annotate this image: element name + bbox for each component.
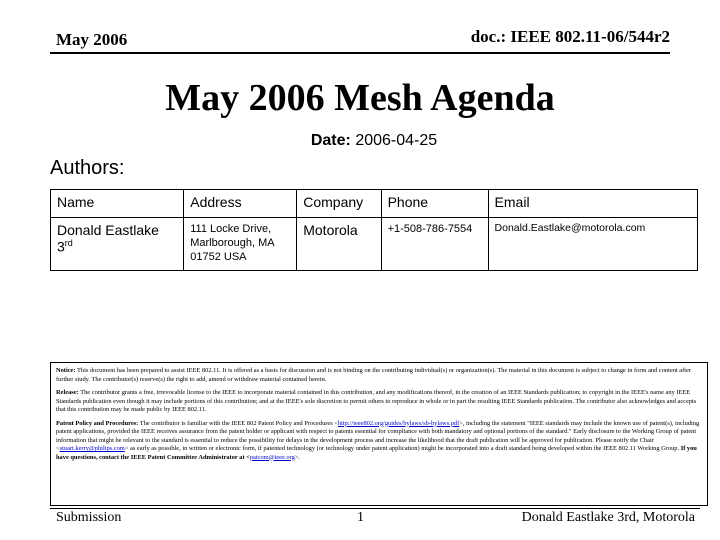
patent-text-3: > as early as possible, in written or electronic form, if patented technology (or technology under patent application) might be incorporated into a draft standard being developed within the IEEE 802.11 Working Group. [124,445,680,452]
table-row [51,218,698,271]
header-date: May 2006 [56,30,128,49]
patcom-email-link[interactable]: patcom@ieee.org [249,453,295,461]
release-label: Release: [56,389,79,396]
notice-text: This document has been prepared to assist IEEE 802.11. It is offered as a basis for discussion and is not binding on the contributing individual(s) or organization(s). The material in this document is subject to change in form and content after further study. The contributor(s) reserve(s) the right to add, amend or withdraw material contained herein. [56,367,692,383]
footer-rule [50,508,700,509]
bylaws-link[interactable]: http://ieee802.org/guides/bylaws/sb-bylaws.pdf [337,419,460,427]
release-text: The contributor grants a free, irrevocable license to the IEEE to incorporate material contained in this contribution, and any modifications thereof, in the creation of an IEEE Standards publication; to copyright in the IEEE's name any IEEE Standards publication even though it may include portions of this contribution; and at the IEEE's sole discretion to permit others to reproduce in whole or in part the resulting IEEE Standards publication. The contributor also acknowledges and accepts that this contribution may be made public by IEEE 802.11. [56,389,697,413]
notice-paragraph [56,367,702,384]
authors-table [50,189,698,271]
footer-author: Donald Eastlake 3rd, Motorola [521,510,695,525]
patent-text-2: >, including the statement "IEEE standards may include the known use of patent(s), including patent applications, provided the IEEE receives assurance from the patent holder or applicant with respect to patents essential for compliance with both mandatory and optional portions of the standard." Early disclosure to the Working Group of patent information that might be relevant to the standard is essential to reduce the possibility for delays in the development process and increase the likelihood that the draft publication will be approved for publication. Please notify the Chair < [56,419,700,452]
notice-box [50,362,708,506]
author-name: Donald Eastlake 3 [57,222,159,255]
date-label: Date: [310,132,351,149]
footer-submission: Submission [56,510,122,525]
patent-text-1: The contributor is familiar with the IEEE 802 Patent Policy and Procedures < [139,419,338,427]
release-paragraph [56,389,702,415]
footer-page-number: 1 [357,510,364,525]
header-company: Company [297,190,381,218]
cell-email: Donald.Eastlake@motorola.com [488,218,697,271]
header-address: Address [184,190,297,218]
cell-company: Motorola [297,218,381,271]
date-value: 2006-04-25 [355,132,438,149]
patent-contact-text: If you have questions, contact the IEEE Patent Committee Administrator at < [56,445,697,461]
chair-email-link[interactable]: stuart.kerry@philips.com [59,445,125,452]
slide-title: May 2006 Mesh Agenda [165,77,555,119]
header-doc-id: doc.: IEEE 802.11-06/544r2 [470,27,670,46]
header-name: Name [51,190,184,218]
date-line [0,132,720,150]
cell-phone: +1-508-786-7554 [381,218,488,271]
patent-paragraph [56,420,702,463]
author-name-suffix: rd [64,238,73,248]
cell-address: 111 Locke Drive, Marlborough, MA 01752 USA [184,218,297,271]
patent-label: Patent Policy and Procedures: [56,419,139,427]
notice-label: Notice: [56,367,76,374]
patent-end: >. [294,453,300,461]
table-header-row [51,190,698,218]
header-email: Email [488,190,697,218]
header-phone: Phone [381,190,488,218]
cell-name [51,218,184,271]
header-rule [50,52,670,54]
authors-heading: Authors: [50,157,125,179]
